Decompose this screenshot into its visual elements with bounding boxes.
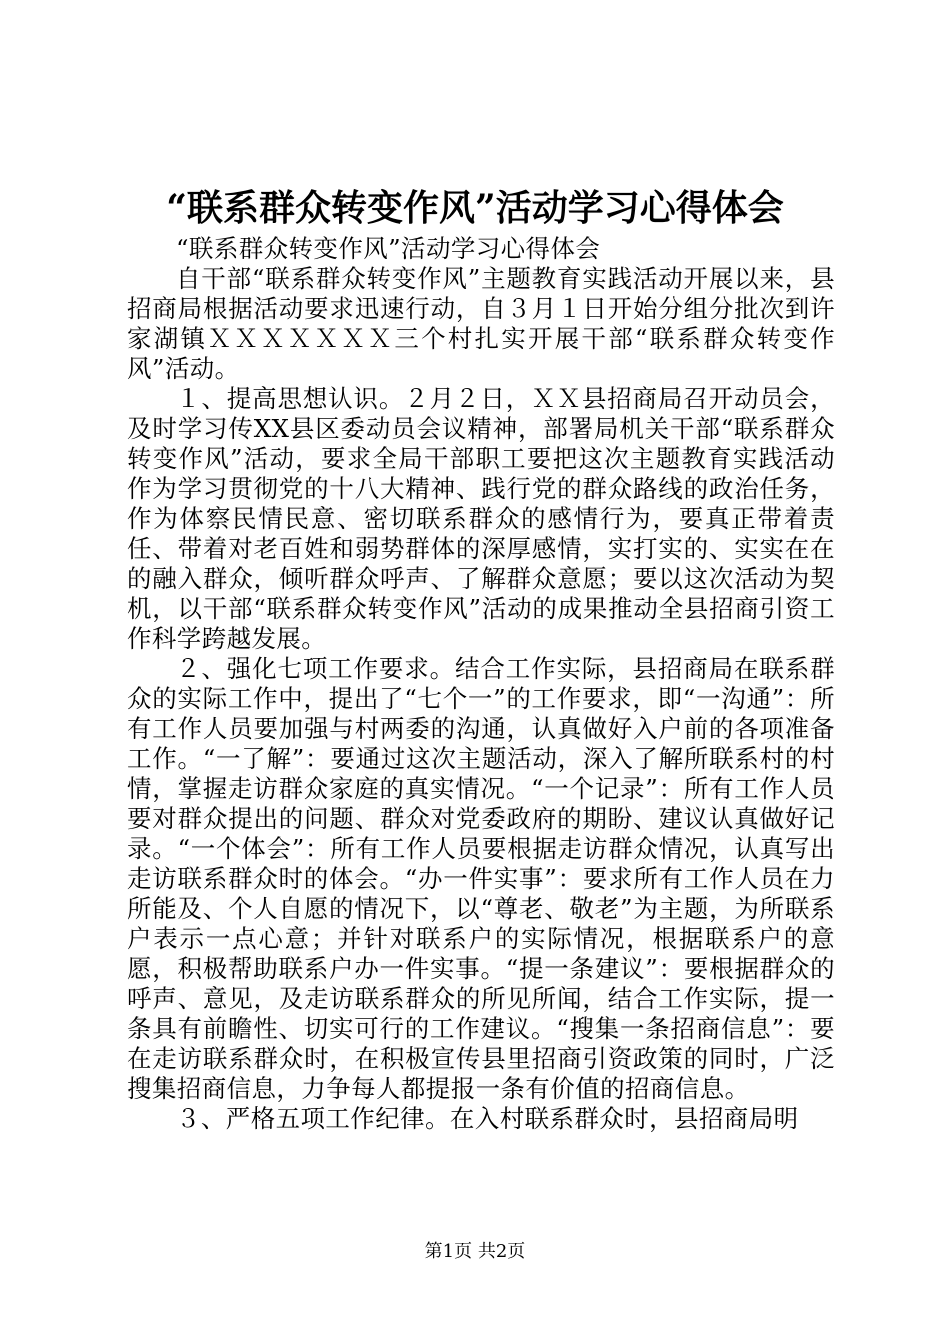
paragraph-subtitle: “联系群众转变作风”活动学习心得体会 — [176, 234, 601, 263]
paragraph-section-3: ３、严格五项工作纪律。在入村联系群众时，县招商局明 — [176, 1104, 799, 1133]
document-body — [127, 234, 835, 1134]
paragraph-section-2: ２、强化七项工作要求。结合工作实际，县招商局在联系群众的实际工作中，提出了“七个一”的工作要求，即“一沟通”：所有工作人员要加强与村两委的沟通，认真做好入户前的各项准备工作。“一了解”：要通过这次主题活动，深入了解所联系村的村情，掌握走访群众家庭的真实情况。“一个记录”：所有工作人员要对群众提出的问题、群众对党委政府的期盼、建议认真做好记录。“一个体会”：所有工作人员要根据走访群众情况，认真写出走访联系群众时的体会。“办一件实事”：要求所有工作人员在力所能及、个人自愿的情况下，以“尊老、敬老”为主题，为所联系户表示一点心意；并针对联系户的实际情况，根据联系户的意愿，积极帮助联系户办一件实事。“提一条建议”：要根据群众的呼声、意见，及走访联系群众的所见所闻，结合工作实际，提一条具有前瞻性、切实可行的工作建议。“搜集一条招商信息”：要在走访联系群众时，在积极宣传县里招商引资政策的同时，广泛搜集招商信息，力争每人都提报一条有价值的招商信息。 — [127, 654, 835, 1103]
paragraph-intro: 自干部“联系群众转变作风”主题教育实践活动开展以来，县招商局根据活动要求迅速行动，自３月１日开始分组分批次到许家湖镇ＸＸＸＸＸＸＸ三个村扎实开展干部“联系群众转变作风”活动。 — [127, 264, 835, 383]
document-title: “联系群众转变作风”活动学习心得体会 — [166, 187, 784, 229]
paragraph-section-1: １、提高思想认识。２月２日，ＸＸ县招商局召开动员会，及时学习传XX县区委动员会议精神，部署局机关干部“联系群众转变作风”活动，要求全局干部职工要把这次主题教育实践活动作为学习贯彻党的十八大精神、践行党的群众路线的政治任务，作为体察民情民意、密切联系群众的感情行为，要真正带着责任、带着对老百姓和弱势群体的深厚感情，实打实的、实实在在的融入群众，倾听群众呼声、了解群众意愿；要以这次活动为契机，以干部“联系群众转变作风”活动的成果推动全县招商引资工作科学跨越发展。 — [127, 384, 835, 653]
page-footer: 第1页 共2页 — [424, 1241, 526, 1262]
